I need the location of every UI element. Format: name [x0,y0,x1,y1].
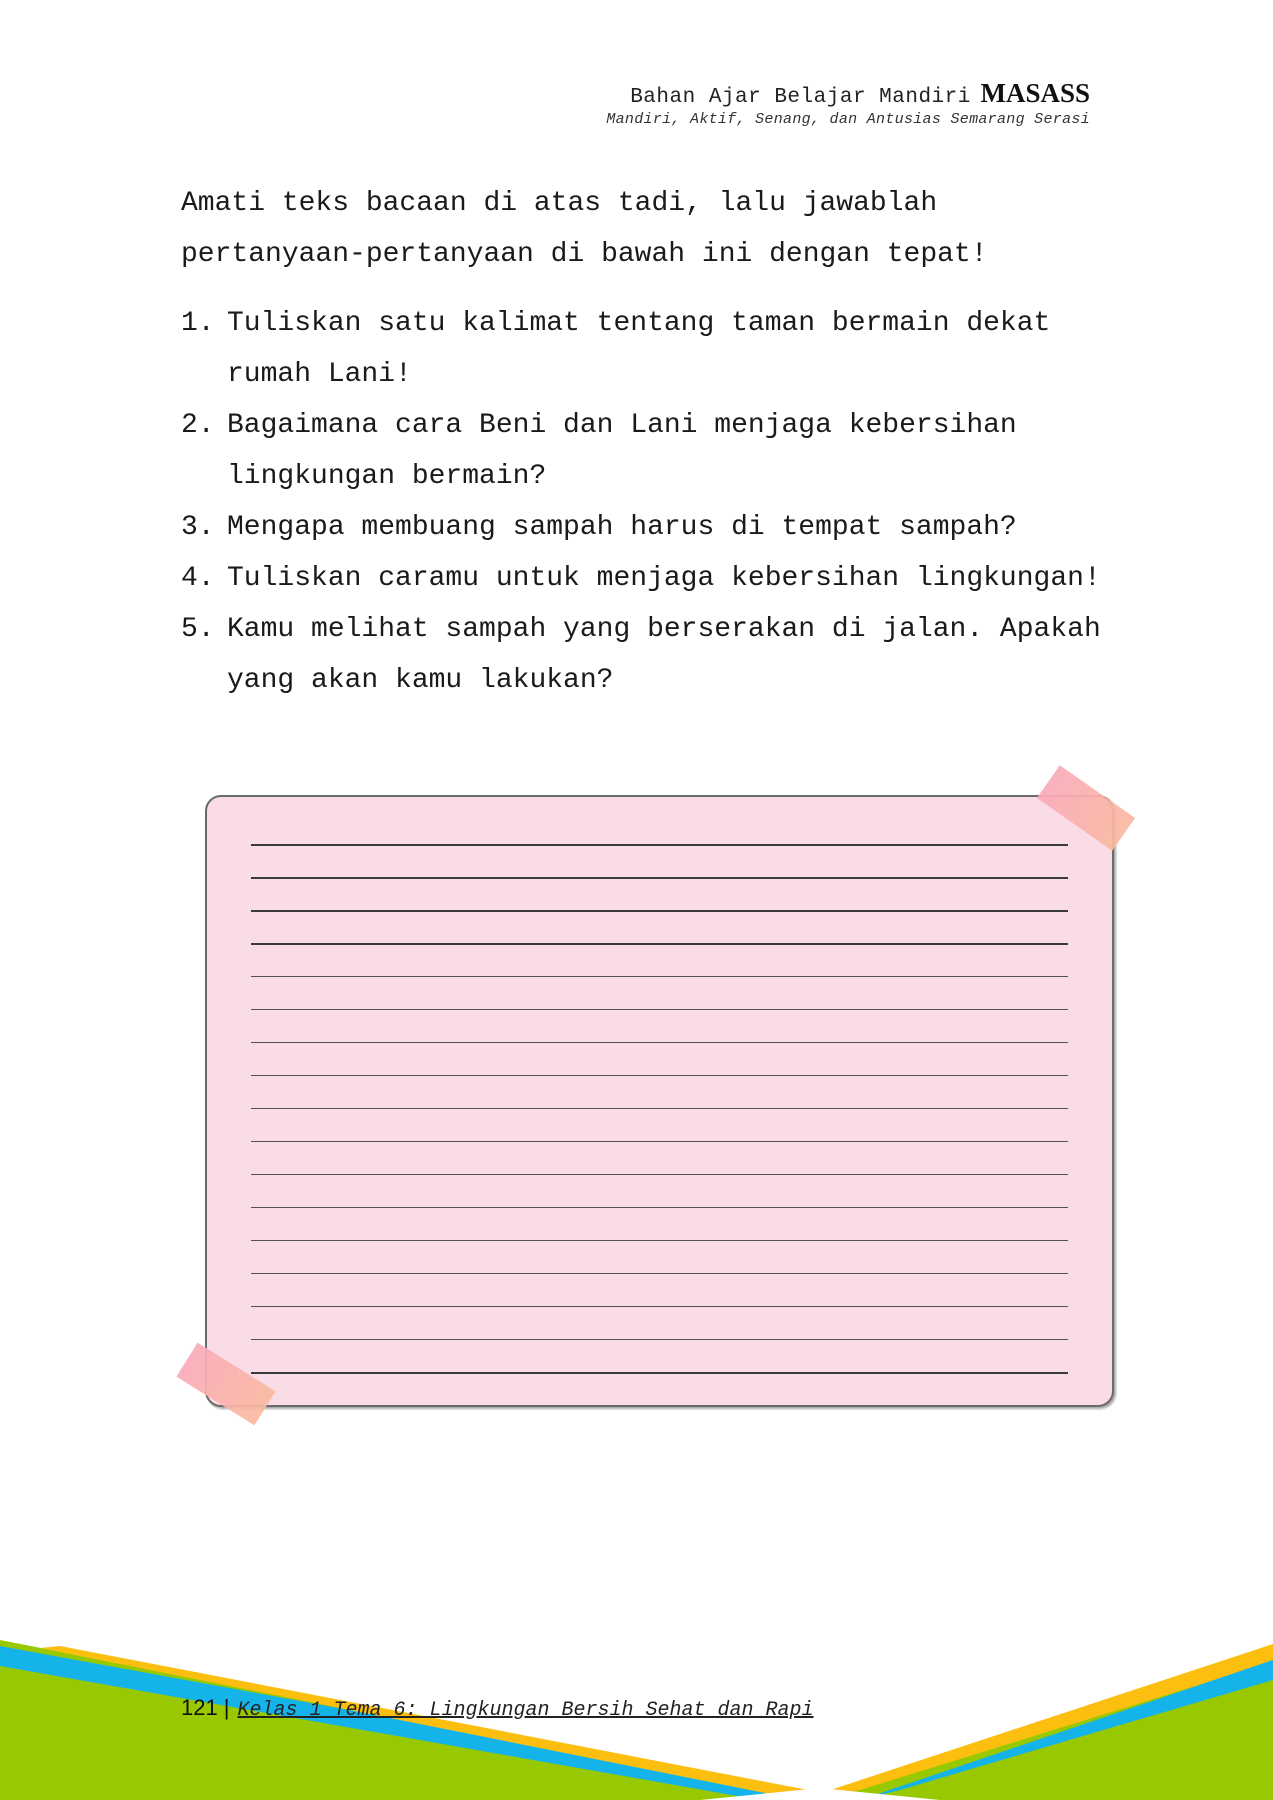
question-number: 4. [181,563,215,594]
question-item [181,400,1101,502]
answer-line [251,976,1068,977]
answer-line [251,1273,1068,1274]
footer-caption: Kelas 1 Tema 6: Lingkungan Bersih Sehat dan Rapi [237,1699,814,1722]
answer-line [251,1009,1068,1010]
answer-line [251,877,1068,879]
answer-line [251,1372,1068,1374]
answer-line [251,943,1068,945]
answer-line [251,1141,1068,1142]
page-header [606,78,1090,128]
answer-line [251,1108,1068,1109]
page-footer [181,1695,814,1722]
question-item [181,553,1101,604]
question-text: Bagaimana cara Beni dan Lani menjaga kebersihan lingkungan bermain? [227,410,1017,492]
page-number: 121 [181,1695,218,1720]
answer-writing-area[interactable] [205,795,1114,1407]
question-number: 3. [181,512,215,543]
question-text: Tuliskan caramu untuk menjaga kebersihan lingkungan! [227,563,1101,594]
question-number: 2. [181,410,215,441]
header-brand: MASASS [980,78,1090,108]
header-title-line [606,78,1090,109]
question-item [181,604,1101,706]
footer-separator: | [223,1695,230,1720]
question-number: 1. [181,308,215,339]
answer-line [251,910,1068,912]
question-text: Mengapa membuang sampah harus di tempat sampah? [227,512,1017,543]
header-subtitle: Mandiri, Aktif, Senang, dan Antusias Semarang Serasi [606,111,1090,128]
question-text: Tuliskan satu kalimat tentang taman bermain dekat rumah Lani! [227,308,1051,390]
question-text: Kamu melihat sampah yang berserakan di jalan. Apakah yang akan kamu lakukan? [227,614,1101,696]
answer-line [251,1339,1068,1340]
answer-line [251,1075,1068,1076]
instruction-text: Amati teks bacaan di atas tadi, lalu jawablah pertanyaan-pertanyaan di bawah ini dengan tepat! [181,188,988,270]
question-list [181,298,1101,706]
answer-line [251,1042,1068,1043]
answer-line [251,1240,1068,1241]
header-title: Bahan Ajar Belajar Mandiri [630,86,971,109]
answer-line [251,1207,1068,1208]
question-item [181,502,1101,553]
answer-line [251,844,1068,846]
answer-line [251,1306,1068,1307]
answer-line [251,1174,1068,1175]
question-item [181,298,1101,400]
question-number: 5. [181,614,215,645]
